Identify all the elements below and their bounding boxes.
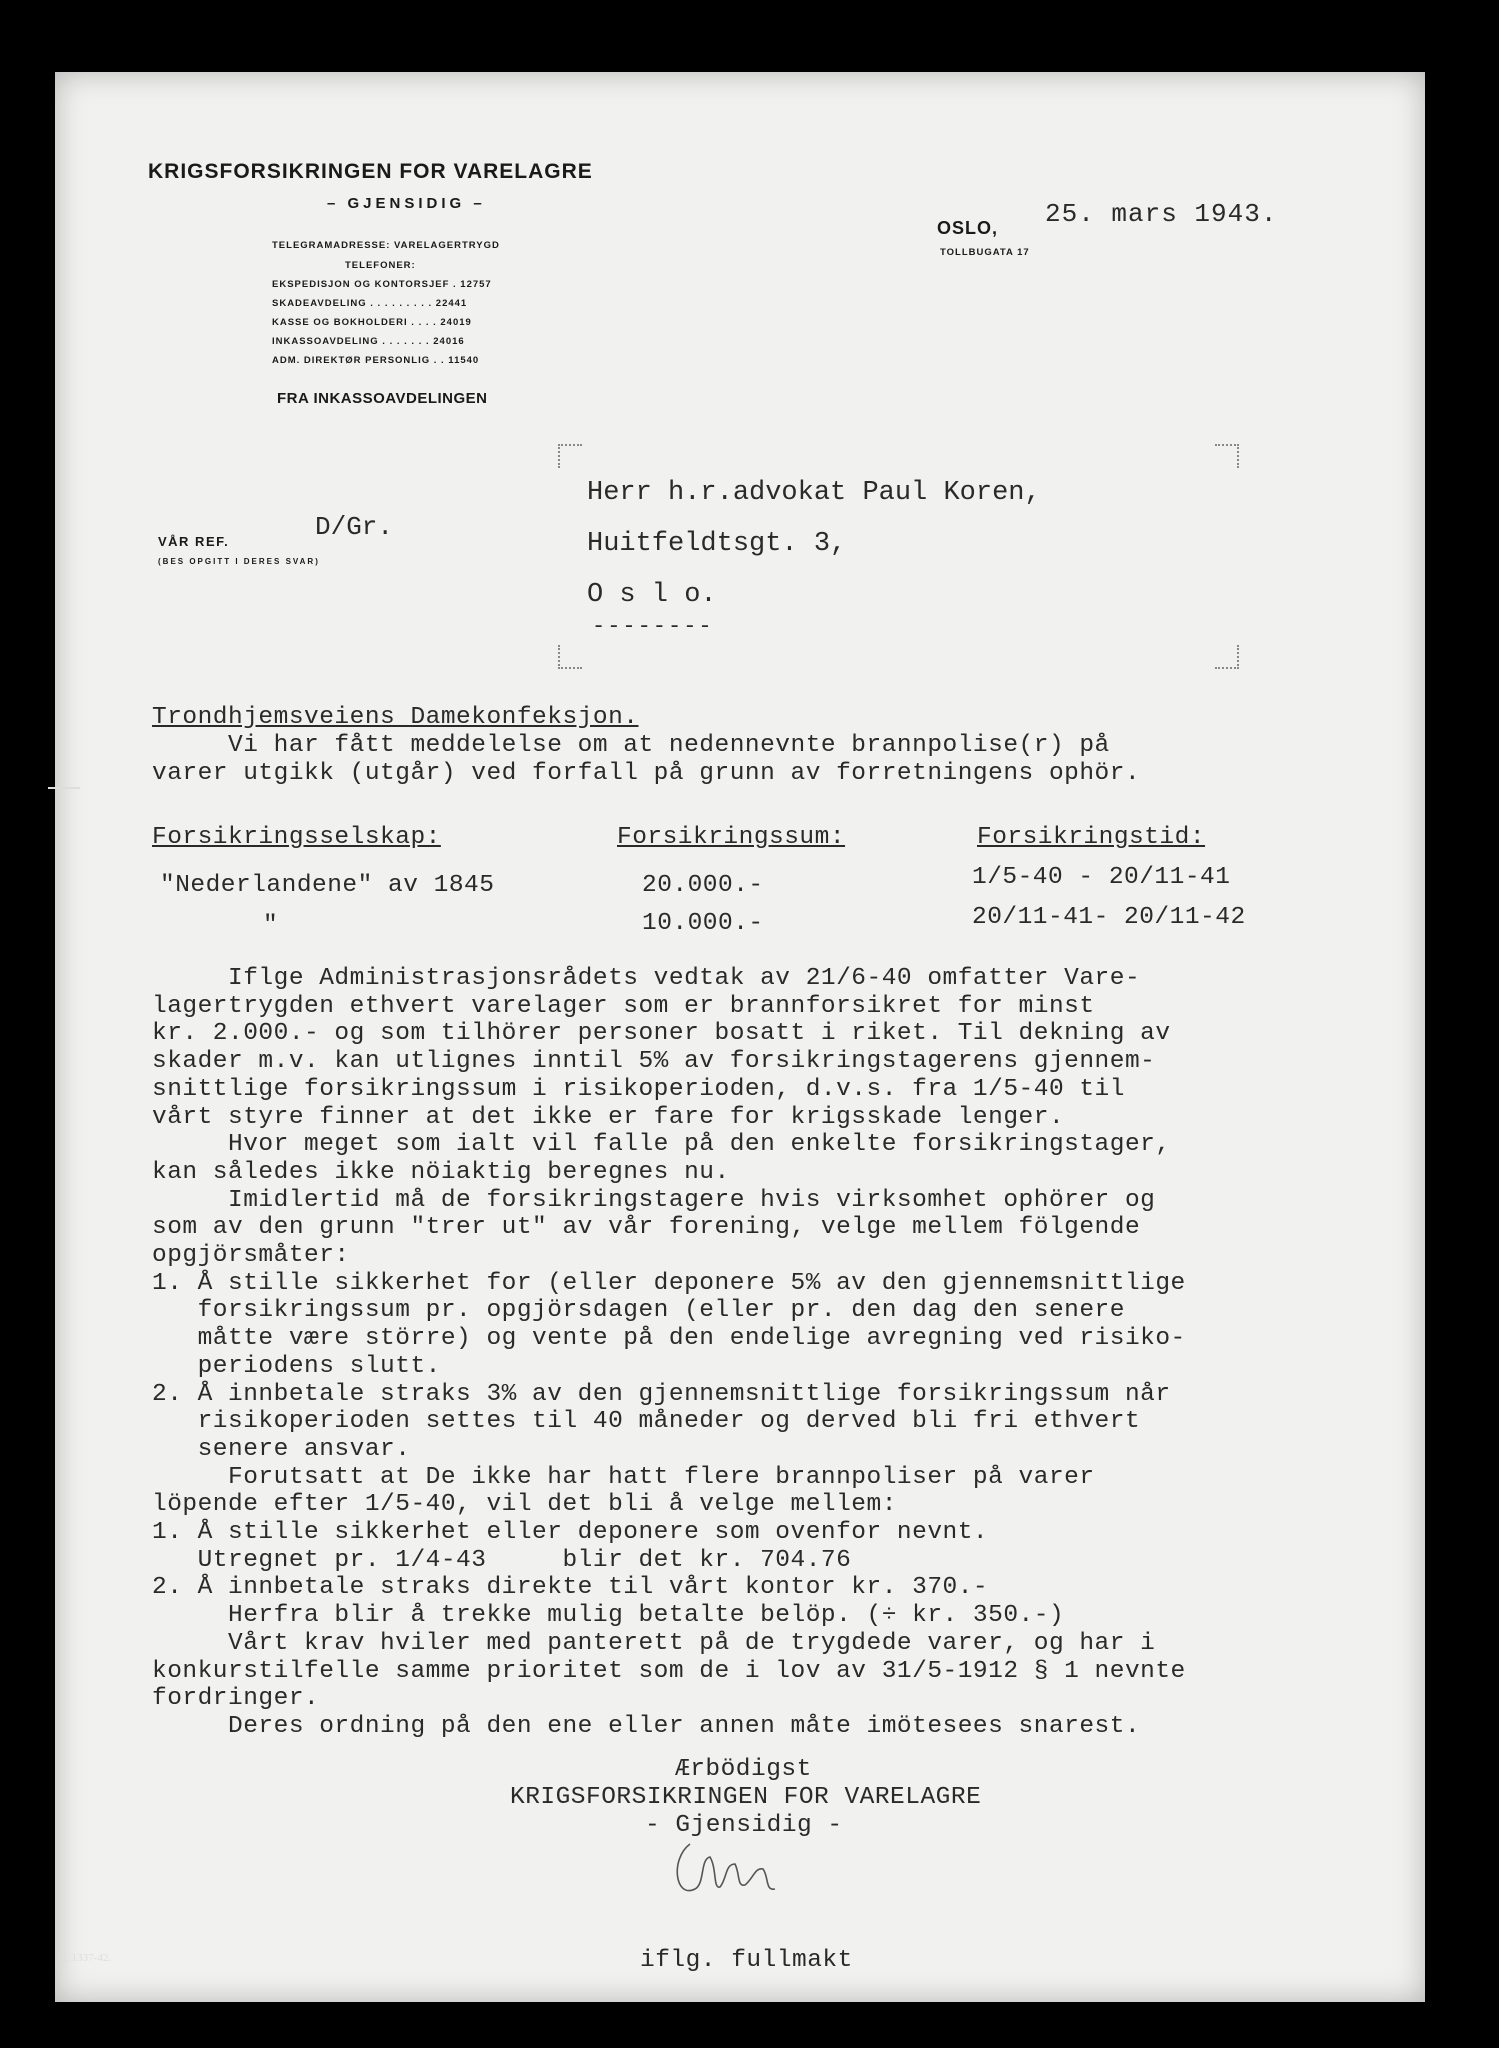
phone-line: INKASSOAVDELING . . . . . . . 24016 bbox=[272, 336, 465, 347]
body-line: skader m.v. kan utlignes inntil 5% av forsikringstagerens gjennem- bbox=[152, 1048, 1156, 1076]
body-line: konkurstilfelle samme prioritet som de i lov av 31/5-1912 § 1 nevnte bbox=[152, 1657, 1186, 1685]
intro-line: varer utgikk (utgår) ved forfall på grunn av forretningens ophör. bbox=[152, 760, 1141, 787]
recipient-street: Huitfeldtsgt. 3, bbox=[587, 529, 847, 559]
body-line: löpende efter 1/5-40, vil det bli å velge mellem: bbox=[152, 1491, 897, 1519]
table-header: Forsikringsselskap: bbox=[152, 824, 441, 851]
reference-value: D/Gr. bbox=[315, 512, 394, 542]
department: FRA INKASSOAVDELINGEN bbox=[277, 390, 488, 407]
city: OSLO, bbox=[937, 218, 999, 238]
table-cell: 20.000.- bbox=[642, 872, 764, 899]
body-line: Forutsatt at De ikke har hatt flere brannpoliser på varer bbox=[152, 1463, 1095, 1491]
table-cell: " bbox=[263, 912, 279, 939]
closing-greeting: Ærbödigst bbox=[675, 1756, 812, 1783]
table-cell: "Nederlandene" av 1845 bbox=[160, 872, 495, 899]
body-line: Imidlertid må de forsikringstagere hvis virksomhet ophörer og bbox=[152, 1186, 1156, 1214]
org-subtitle: – GJENSIDIG – bbox=[327, 195, 486, 212]
body-line: fordringer. bbox=[152, 1685, 320, 1713]
window-corner bbox=[558, 444, 582, 468]
body-line: snittlige forsikringssum i risikoperioden, d.v.s. fra 1/5-40 til bbox=[152, 1075, 1125, 1103]
window-corner bbox=[558, 645, 582, 669]
body-line: Herfra blir å trekke mulig betalte belöp. (÷ kr. 350.-) bbox=[152, 1602, 1065, 1630]
phone-line: SKADEAVDELING . . . . . . . . . 22441 bbox=[272, 298, 468, 309]
body-line: senere ansvar. bbox=[152, 1435, 411, 1463]
street-address: TOLLBUGATA 17 bbox=[940, 247, 1030, 258]
body-line: Hvor meget som ialt vil falle på den enkelte forsikringstager, bbox=[152, 1131, 1171, 1159]
body-line: Iflge Administrasjonsrådets vedtak av 21/6-40 omfatter Vare- bbox=[152, 965, 1141, 992]
body-line: periodens slutt. bbox=[152, 1352, 441, 1380]
body-line: kan således ikke nöiaktig beregnes nu. bbox=[152, 1158, 730, 1186]
form-number: St. 1337-42. bbox=[57, 1952, 112, 1964]
margin-mark bbox=[48, 787, 80, 789]
window-corner bbox=[1215, 444, 1239, 468]
body-line: lagertrygden ethvert varelager som er brannforsikret for minst bbox=[152, 992, 1095, 1020]
phone-line: ADM. DIREKTØR PERSONLIG . . 11540 bbox=[272, 355, 480, 366]
recipient-underline: -------- bbox=[592, 614, 714, 639]
body-line: risikoperioden settes til 40 måneder og derved bli fri ethvert bbox=[152, 1408, 1141, 1436]
body-line: som av den grunn "trer ut" av vår forening, velge mellem fölgende bbox=[152, 1214, 1141, 1242]
body-line: forsikringssum pr. opgjörsdagen (eller pr. den dag den senere bbox=[152, 1297, 1125, 1325]
recipient-name: Herr h.r.advokat Paul Koren, bbox=[587, 478, 1041, 508]
org-name: KRIGSFORSIKRINGEN FOR VARELAGRE bbox=[148, 160, 593, 183]
letter-paper bbox=[55, 72, 1425, 2002]
window-corner bbox=[1215, 645, 1239, 669]
recipient-city: O s l o. bbox=[587, 580, 717, 610]
per-authority: iflg. fullmakt bbox=[640, 1947, 853, 1974]
body-line: vårt styre finner at det ikke er fare for krigsskade lenger. bbox=[152, 1103, 1065, 1131]
table-cell: 20/11-41- 20/11-42 bbox=[972, 904, 1246, 931]
body-line: måtte være större) og vente på den endelige avregning ved risiko- bbox=[152, 1325, 1186, 1353]
table-header: Forsikringssum: bbox=[617, 824, 846, 851]
body-line: 1. Å stille sikkerhet eller deponere som ovenfor nevnt. bbox=[152, 1519, 989, 1546]
body-line: Vårt krav hviler med panterett på de trygdede varer, og har i bbox=[152, 1629, 1156, 1657]
intro-line: Vi har fått meddelelse om at nedennevnte brannpolise(r) på bbox=[152, 732, 1110, 759]
closing-org: KRIGSFORSIKRINGEN FOR VARELAGRE bbox=[510, 1784, 982, 1811]
signature bbox=[665, 1829, 785, 1909]
body-line: Deres ordning på den ene eller annen måte imötesees snarest. bbox=[152, 1712, 1141, 1740]
phones-label: TELEFONER: bbox=[345, 260, 416, 271]
body-line: 1. Å stille sikkerhet for (eller deponere 5% av den gjennemsnittlige bbox=[152, 1269, 1186, 1297]
reference-label: VÅR REF. bbox=[158, 534, 230, 549]
closing-sub: - Gjensidig - bbox=[645, 1812, 843, 1839]
body-line: 2. Å innbetale straks 3% av den gjennemsnittlige forsikringssum når bbox=[152, 1380, 1171, 1408]
table-cell: 10.000.- bbox=[642, 910, 764, 937]
table-header: Forsikringstid: bbox=[977, 824, 1206, 851]
reference-note: (BES OPGITT I DERES SVAR) bbox=[158, 557, 320, 566]
subject: Trondhjemsveiens Damekonfeksjon. bbox=[152, 704, 639, 731]
body-line: Utregnet pr. 1/4-43 blir det kr. 704.76 bbox=[152, 1546, 852, 1574]
phone-line: KASSE OG BOKHOLDERI . . . . 24019 bbox=[272, 317, 472, 328]
body-line: kr. 2.000.- og som tilhörer personer bosatt i riket. Til dekning av bbox=[152, 1020, 1171, 1048]
body-line: opgjörsmåter: bbox=[152, 1242, 350, 1269]
letter-date: 25. mars 1943. bbox=[1045, 199, 1278, 229]
body-line: 2. Å innbetale straks direkte til vårt kontor kr. 370.- bbox=[152, 1574, 989, 1602]
table-cell: 1/5-40 - 20/11-41 bbox=[972, 864, 1231, 891]
telegram-address: TELEGRAMADRESSE: VARELAGERTRYGD bbox=[272, 240, 500, 251]
phone-line: EKSPEDISJON OG KONTORSJEF . 12757 bbox=[272, 279, 492, 290]
